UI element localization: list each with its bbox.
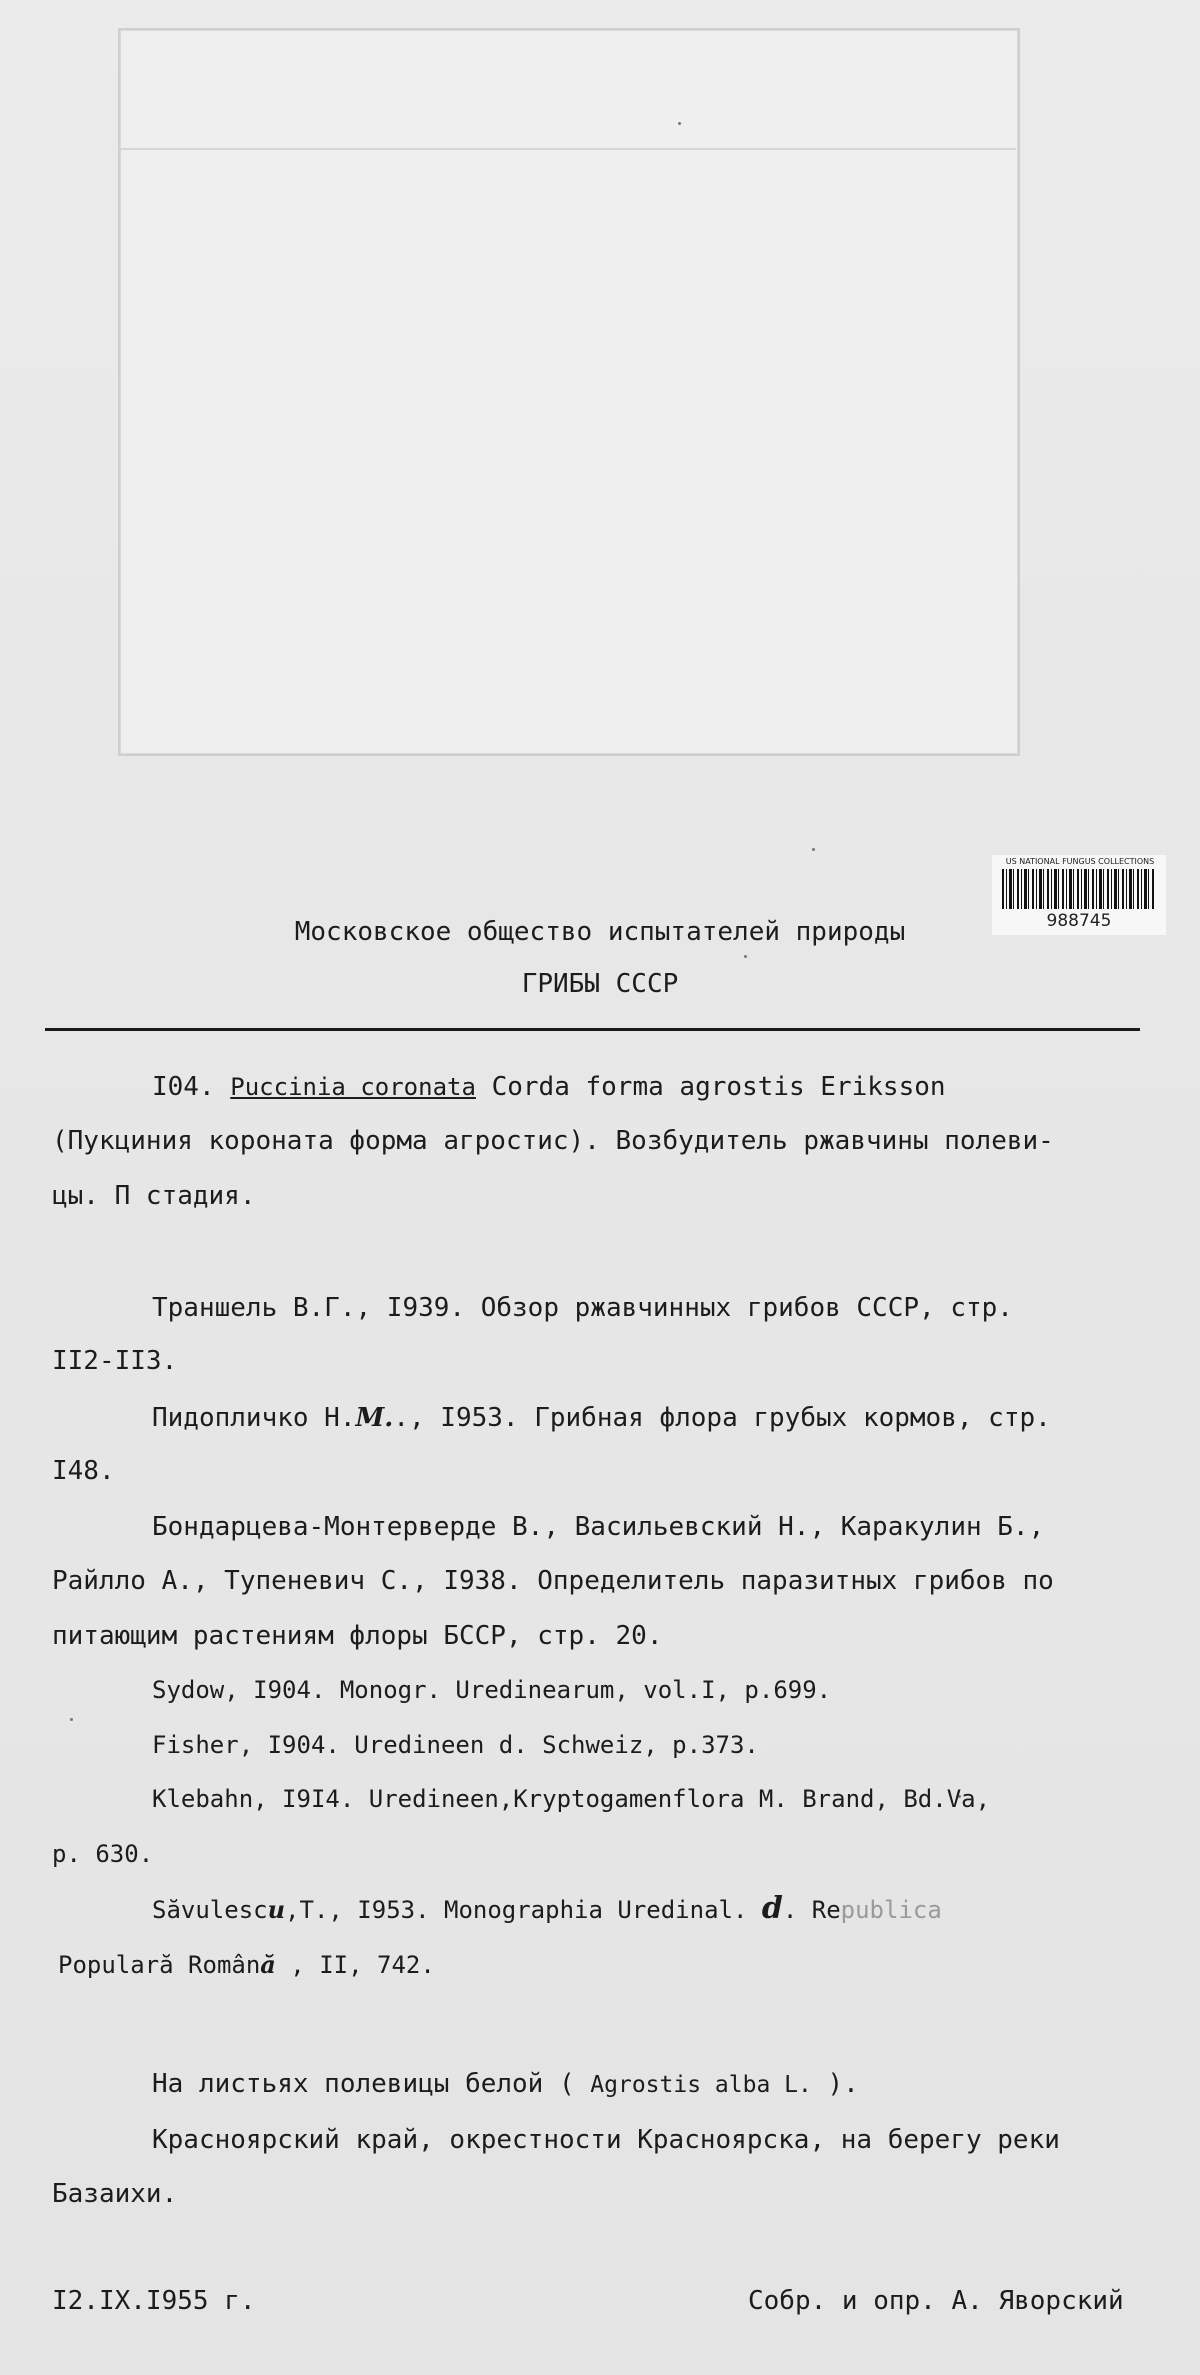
reference-3-cont-1: Райлло А., Тупеневич С., I938. Определитель паразитных грибов по	[52, 1566, 1054, 1596]
species-name: Puccinia coronata	[230, 1073, 476, 1101]
dust-speck	[744, 955, 747, 958]
reference-2: Пидопличко Н.М.., I953. Грибная флора грубых кормов, стр.	[152, 1403, 1051, 1433]
host-line: На листьях полевицы белой ( Agrostis alba L. ).	[152, 2069, 859, 2099]
series-title: ГРИБЫ СССР	[521, 969, 679, 999]
barcode-icon	[1002, 869, 1156, 909]
reference-5: Fisher, I904. Uredineen d. Schweiz, p.373.	[152, 1731, 759, 1759]
reference-7: Săvulescu,T., I953. Monographia Uredinal. d. Republica	[152, 1891, 942, 1926]
dust-speck	[678, 122, 681, 125]
locality-line-1: Красноярский край, окрестности Красноярска, на берегу реки	[152, 2125, 1060, 2155]
barcode-number: 988745	[1046, 911, 1112, 931]
reference-1-cont: II2-II3.	[52, 1346, 178, 1376]
handwritten-correction: М.	[355, 1403, 394, 1433]
reference-6-cont: p. 630.	[52, 1840, 154, 1868]
reference-7-cont: Populară Română , II, 742.	[58, 1950, 435, 1979]
entry-line-3: цы. П стадия.	[52, 1181, 256, 1211]
handwritten-correction: u	[267, 1895, 286, 1924]
reference-2-cont: I48.	[52, 1456, 115, 1486]
dust-speck	[812, 848, 815, 851]
species-authority: Corda forma agrostis Eriksson	[491, 1072, 946, 1102]
entry-line-1	[152, 1071, 946, 1103]
specimen-packet-flap	[118, 28, 1016, 150]
reference-1: Траншель В.Г., I939. Обзор ржавчинных грибов СССР, стр.	[152, 1293, 1013, 1323]
locality-line-2: Базаихи.	[52, 2179, 178, 2209]
reference-3-cont-2: питающим растениям флоры БССР, стр. 20.	[52, 1621, 663, 1651]
reference-4: Sydow, I904. Monogr. Uredinearum, vol.I, p.699.	[152, 1676, 832, 1704]
handwritten-correction: d	[761, 1891, 783, 1926]
reference-6: Klebahn, I9I4. Uredineen,Kryptogamenflora M. Brand, Bd.Va,	[152, 1785, 991, 1813]
collection-name: US NATIONAL FUNGUS COLLECTIONS	[1005, 857, 1155, 866]
collection-date: I2.IX.I955 г.	[52, 2286, 256, 2316]
host-latin-name: Agrostis alba L.	[590, 2072, 812, 2098]
handwritten-correction: ă	[260, 1950, 276, 1979]
reference-3: Бондарцева-Монтерверде В., Васильевский Н., Каракулин Б.,	[152, 1512, 1045, 1542]
entry-number: I04.	[152, 1072, 215, 1102]
entry-line-2: (Пукциния короната форма агростис). Возбудитель ржавчины полеви-	[52, 1126, 1054, 1156]
society-title: Московское общество испытателей природы	[294, 917, 906, 947]
collector: Собр. и опр. А. Яворский	[748, 2286, 1124, 2316]
dust-speck	[70, 1718, 73, 1721]
divider	[45, 1028, 1140, 1031]
